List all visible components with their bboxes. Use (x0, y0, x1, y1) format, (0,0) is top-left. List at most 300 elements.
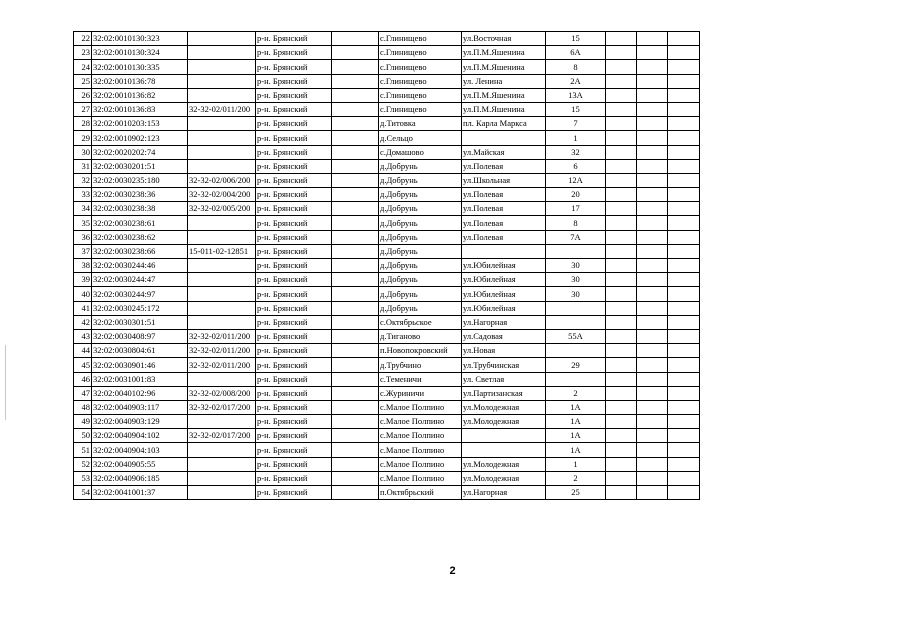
cell-registration-number: 32-32-02/008/200 (188, 386, 256, 400)
cell-registration-number: 32-32-02/005/200 (188, 202, 256, 216)
cell-extra-2 (637, 315, 668, 329)
cell-registration-number (188, 415, 256, 429)
cell-street: пл. Карла Маркса (462, 117, 546, 131)
cell-blank (332, 358, 379, 372)
cell-extra-1 (606, 216, 637, 230)
cell-district: р-н. Брянский (256, 102, 332, 116)
cell-district: р-н. Брянский (256, 315, 332, 329)
cell-registration-number: 15-011-02-12851 (188, 244, 256, 258)
table-row (74, 145, 700, 159)
cell-extra-1 (606, 429, 637, 443)
cell-cadastral-number: 32:02:0040903:117 (92, 400, 188, 414)
cell-row-index: 38 (74, 259, 92, 273)
cell-settlement: с.Глинищево (379, 102, 462, 116)
cell-blank (332, 60, 379, 74)
cell-extra-3 (668, 386, 700, 400)
cell-blank (332, 386, 379, 400)
table-row (74, 471, 700, 485)
cell-extra-1 (606, 358, 637, 372)
cell-house-number: 25 (546, 486, 606, 500)
cell-district: р-н. Брянский (256, 386, 332, 400)
cell-settlement: с.Малое Полпино (379, 457, 462, 471)
cell-district: р-н. Брянский (256, 188, 332, 202)
cell-extra-1 (606, 273, 637, 287)
cell-street: ул.Майская (462, 145, 546, 159)
cell-district: р-н. Брянский (256, 216, 332, 230)
cell-street (462, 244, 546, 258)
cell-cadastral-number: 32:02:0040904:103 (92, 443, 188, 457)
cell-settlement: с.Журиничи (379, 386, 462, 400)
cell-district: р-н. Брянский (256, 131, 332, 145)
cell-district: р-н. Брянский (256, 457, 332, 471)
cell-street: ул.Молодежная (462, 415, 546, 429)
cell-cadastral-number: 32:02:0030901:46 (92, 358, 188, 372)
table-row (74, 315, 700, 329)
cell-blank (332, 216, 379, 230)
cell-extra-2 (637, 273, 668, 287)
table-row (74, 329, 700, 343)
cell-row-index: 22 (74, 32, 92, 46)
table-row (74, 230, 700, 244)
cell-cadastral-number: 32:02:0030238:38 (92, 202, 188, 216)
cell-house-number: 6А (546, 46, 606, 60)
cell-extra-2 (637, 244, 668, 258)
cell-district: р-н. Брянский (256, 32, 332, 46)
cell-extra-2 (637, 471, 668, 485)
table-row (74, 188, 700, 202)
cell-registration-number (188, 216, 256, 230)
cell-cadastral-number: 32:02:0030238:61 (92, 216, 188, 230)
cell-row-index: 40 (74, 287, 92, 301)
cell-extra-2 (637, 457, 668, 471)
cell-cadastral-number: 32:02:0040906:185 (92, 471, 188, 485)
cell-blank (332, 145, 379, 159)
cell-settlement: д.Добрунь (379, 173, 462, 187)
cell-street: ул.Полевая (462, 159, 546, 173)
cell-cadastral-number: 32:02:0040905:55 (92, 457, 188, 471)
cell-extra-1 (606, 60, 637, 74)
cell-extra-3 (668, 273, 700, 287)
cell-house-number (546, 301, 606, 315)
cell-row-index: 31 (74, 159, 92, 173)
table-row (74, 32, 700, 46)
cell-extra-3 (668, 301, 700, 315)
cell-street: ул.Юбилейная (462, 287, 546, 301)
cell-extra-3 (668, 60, 700, 74)
cell-house-number: 15 (546, 32, 606, 46)
cell-row-index: 52 (74, 457, 92, 471)
table-row (74, 486, 700, 500)
cell-house-number: 12А (546, 173, 606, 187)
cell-extra-2 (637, 415, 668, 429)
cell-extra-3 (668, 315, 700, 329)
cell-cadastral-number: 32:02:0040903:129 (92, 415, 188, 429)
cell-house-number: 2 (546, 386, 606, 400)
cell-settlement: с.Малое Полпино (379, 415, 462, 429)
cell-house-number: 1А (546, 415, 606, 429)
cell-blank (332, 244, 379, 258)
cell-blank (332, 273, 379, 287)
cell-house-number: 7А (546, 230, 606, 244)
cell-district: р-н. Брянский (256, 159, 332, 173)
cell-extra-2 (637, 188, 668, 202)
cell-house-number (546, 344, 606, 358)
cell-extra-2 (637, 443, 668, 457)
cell-extra-1 (606, 117, 637, 131)
cell-house-number (546, 372, 606, 386)
cell-cadastral-number: 32:02:0010136:82 (92, 88, 188, 102)
cell-district: р-н. Брянский (256, 74, 332, 88)
cell-extra-1 (606, 486, 637, 500)
cell-row-index: 48 (74, 400, 92, 414)
cell-registration-number (188, 273, 256, 287)
cell-street: ул.Молодежная (462, 400, 546, 414)
cell-extra-3 (668, 131, 700, 145)
cell-cadastral-number: 32:02:0030245:172 (92, 301, 188, 315)
cell-registration-number (188, 315, 256, 329)
cell-registration-number (188, 74, 256, 88)
table-row (74, 287, 700, 301)
cell-registration-number (188, 486, 256, 500)
cell-street: ул.П.М.Яшенина (462, 46, 546, 60)
cell-extra-2 (637, 60, 668, 74)
cell-cadastral-number: 32:02:0010130:323 (92, 32, 188, 46)
cell-street: ул.Садовая (462, 329, 546, 343)
cell-extra-3 (668, 329, 700, 343)
cell-blank (332, 486, 379, 500)
page-number: 2 (449, 565, 456, 577)
cell-house-number: 8 (546, 60, 606, 74)
cell-house-number: 13А (546, 88, 606, 102)
cell-street: ул.П.М.Яшенина (462, 88, 546, 102)
cell-row-index: 37 (74, 244, 92, 258)
registry-table-body (74, 32, 700, 500)
cell-registration-number: 32-32-02/011/200 (188, 358, 256, 372)
cell-settlement: д.Сельцо (379, 131, 462, 145)
cell-row-index: 29 (74, 131, 92, 145)
cell-registration-number (188, 230, 256, 244)
cell-extra-1 (606, 457, 637, 471)
table-row (74, 429, 700, 443)
cell-extra-2 (637, 358, 668, 372)
cell-cadastral-number: 32:02:0030804:61 (92, 344, 188, 358)
cell-extra-2 (637, 32, 668, 46)
cell-blank (332, 74, 379, 88)
cell-settlement: с.Малое Полпино (379, 429, 462, 443)
table-row (74, 259, 700, 273)
cell-extra-1 (606, 32, 637, 46)
cell-extra-2 (637, 173, 668, 187)
cell-blank (332, 46, 379, 60)
cell-district: р-н. Брянский (256, 486, 332, 500)
cell-extra-1 (606, 102, 637, 116)
cell-extra-3 (668, 287, 700, 301)
table-row (74, 358, 700, 372)
cell-blank (332, 287, 379, 301)
cell-registration-number (188, 159, 256, 173)
cell-row-index: 39 (74, 273, 92, 287)
cell-district: р-н. Брянский (256, 145, 332, 159)
cell-settlement: с.Глинищево (379, 60, 462, 74)
cell-street: ул.Юбилейная (462, 301, 546, 315)
cell-cadastral-number: 32:02:0030201:51 (92, 159, 188, 173)
cell-blank (332, 131, 379, 145)
cell-settlement: д.Добрунь (379, 159, 462, 173)
cell-extra-3 (668, 117, 700, 131)
cell-row-index: 36 (74, 230, 92, 244)
cell-registration-number (188, 46, 256, 60)
cell-house-number: 17 (546, 202, 606, 216)
cell-street: ул.Молодежная (462, 457, 546, 471)
cell-district: р-н. Брянский (256, 117, 332, 131)
cell-street (462, 131, 546, 145)
cell-cadastral-number: 32:02:0030408:97 (92, 329, 188, 343)
cell-extra-3 (668, 88, 700, 102)
cell-registration-number (188, 443, 256, 457)
scan-margin-line (5, 345, 6, 420)
cell-extra-2 (637, 202, 668, 216)
cell-row-index: 45 (74, 358, 92, 372)
cell-extra-1 (606, 315, 637, 329)
cell-settlement: д.Добрунь (379, 273, 462, 287)
cell-extra-3 (668, 358, 700, 372)
cell-extra-1 (606, 415, 637, 429)
cell-house-number: 30 (546, 259, 606, 273)
cell-extra-3 (668, 372, 700, 386)
cell-blank (332, 372, 379, 386)
cell-district: р-н. Брянский (256, 344, 332, 358)
cell-house-number: 1А (546, 443, 606, 457)
cell-extra-1 (606, 344, 637, 358)
cell-extra-3 (668, 159, 700, 173)
cell-extra-3 (668, 443, 700, 457)
table-row (74, 301, 700, 315)
cell-settlement: с.Глинищево (379, 88, 462, 102)
cell-settlement: с.Глинищево (379, 32, 462, 46)
table-row (74, 443, 700, 457)
cell-row-index: 35 (74, 216, 92, 230)
cell-row-index: 51 (74, 443, 92, 457)
cell-district: р-н. Брянский (256, 88, 332, 102)
cell-house-number (546, 315, 606, 329)
cell-house-number: 1 (546, 457, 606, 471)
cell-extra-3 (668, 74, 700, 88)
cell-district: р-н. Брянский (256, 429, 332, 443)
cell-settlement: д.Добрунь (379, 301, 462, 315)
table-row (74, 273, 700, 287)
cell-blank (332, 429, 379, 443)
cell-street: ул.Школьная (462, 173, 546, 187)
cell-extra-1 (606, 173, 637, 187)
cell-row-index: 33 (74, 188, 92, 202)
cell-extra-3 (668, 429, 700, 443)
cell-row-index: 41 (74, 301, 92, 315)
cell-extra-2 (637, 46, 668, 60)
cell-settlement: д.Тиганово (379, 329, 462, 343)
cell-settlement: с.Малое Полпино (379, 471, 462, 485)
cell-settlement: д.Добрунь (379, 230, 462, 244)
cell-registration-number (188, 301, 256, 315)
cell-settlement: д.Добрунь (379, 244, 462, 258)
cell-house-number (546, 244, 606, 258)
cell-street: ул.П.М.Яшенина (462, 60, 546, 74)
cell-blank (332, 301, 379, 315)
cell-house-number: 55А (546, 329, 606, 343)
cell-extra-2 (637, 102, 668, 116)
cell-registration-number (188, 287, 256, 301)
cell-extra-1 (606, 372, 637, 386)
cell-extra-1 (606, 443, 637, 457)
cell-street: ул.Восточная (462, 32, 546, 46)
cell-cadastral-number: 32:02:0020202:74 (92, 145, 188, 159)
cell-registration-number: 32-32-02/006/200 (188, 173, 256, 187)
cell-settlement: д.Добрунь (379, 259, 462, 273)
cell-street: ул.Полевая (462, 188, 546, 202)
cell-house-number: 2 (546, 471, 606, 485)
table-row (74, 216, 700, 230)
cell-cadastral-number: 32:02:0010136:78 (92, 74, 188, 88)
cell-district: р-н. Брянский (256, 230, 332, 244)
cell-registration-number (188, 259, 256, 273)
cell-cadastral-number: 32:02:0030238:36 (92, 188, 188, 202)
cell-district: р-н. Брянский (256, 301, 332, 315)
cell-row-index: 44 (74, 344, 92, 358)
cell-house-number: 7 (546, 117, 606, 131)
cell-street: ул.Трубчинская (462, 358, 546, 372)
cell-blank (332, 102, 379, 116)
table-row (74, 372, 700, 386)
cell-registration-number (188, 60, 256, 74)
cell-extra-3 (668, 415, 700, 429)
cell-blank (332, 315, 379, 329)
table-row (74, 344, 700, 358)
cell-extra-1 (606, 259, 637, 273)
table-row (74, 159, 700, 173)
cell-extra-1 (606, 159, 637, 173)
cell-district: р-н. Брянский (256, 60, 332, 74)
cell-row-index: 28 (74, 117, 92, 131)
cell-registration-number (188, 471, 256, 485)
cell-blank (332, 202, 379, 216)
cell-row-index: 53 (74, 471, 92, 485)
cell-extra-2 (637, 74, 668, 88)
cell-district: р-н. Брянский (256, 259, 332, 273)
cell-district: р-н. Брянский (256, 202, 332, 216)
cell-cadastral-number: 32:02:0040904:102 (92, 429, 188, 443)
cell-extra-1 (606, 287, 637, 301)
cell-blank (332, 457, 379, 471)
cell-street: ул.Полевая (462, 216, 546, 230)
table-row (74, 74, 700, 88)
cell-row-index: 43 (74, 329, 92, 343)
cell-extra-3 (668, 202, 700, 216)
cell-house-number: 20 (546, 188, 606, 202)
table-row (74, 102, 700, 116)
cell-registration-number (188, 131, 256, 145)
table-row (74, 60, 700, 74)
cell-blank (332, 415, 379, 429)
cell-district: р-н. Брянский (256, 358, 332, 372)
cell-street (462, 429, 546, 443)
table-row (74, 88, 700, 102)
cell-registration-number (188, 88, 256, 102)
cell-extra-1 (606, 188, 637, 202)
cell-extra-1 (606, 145, 637, 159)
cell-house-number: 6 (546, 159, 606, 173)
cell-extra-2 (637, 216, 668, 230)
cell-extra-1 (606, 400, 637, 414)
cell-extra-1 (606, 386, 637, 400)
cell-street: ул.Молодежная (462, 471, 546, 485)
cell-extra-3 (668, 230, 700, 244)
cell-row-index: 49 (74, 415, 92, 429)
table-row (74, 386, 700, 400)
cell-blank (332, 117, 379, 131)
cell-extra-1 (606, 88, 637, 102)
cell-registration-number: 32-32-02/017/200 (188, 429, 256, 443)
cell-street: ул. Светлая (462, 372, 546, 386)
cell-cadastral-number: 32:02:0041001:37 (92, 486, 188, 500)
cell-extra-3 (668, 102, 700, 116)
cell-cadastral-number: 32:02:0010136:83 (92, 102, 188, 116)
cell-extra-2 (637, 301, 668, 315)
cell-cadastral-number: 32:02:0031001:83 (92, 372, 188, 386)
cell-street: ул.Новая (462, 344, 546, 358)
cell-extra-3 (668, 145, 700, 159)
cell-blank (332, 329, 379, 343)
cell-extra-2 (637, 145, 668, 159)
cell-district: р-н. Брянский (256, 287, 332, 301)
table-row (74, 46, 700, 60)
cell-row-index: 25 (74, 74, 92, 88)
cell-extra-2 (637, 117, 668, 131)
cell-extra-2 (637, 372, 668, 386)
cell-settlement: п.Новопокровский (379, 344, 462, 358)
cell-extra-3 (668, 259, 700, 273)
cell-district: р-н. Брянский (256, 244, 332, 258)
table-row (74, 131, 700, 145)
cell-settlement: д.Титовка (379, 117, 462, 131)
cell-registration-number: 32-32-02/011/200 (188, 329, 256, 343)
cell-row-index: 27 (74, 102, 92, 116)
cell-extra-3 (668, 216, 700, 230)
cell-extra-3 (668, 344, 700, 358)
cell-extra-1 (606, 131, 637, 145)
cell-row-index: 46 (74, 372, 92, 386)
cell-street: ул. Ленина (462, 74, 546, 88)
cell-blank (332, 259, 379, 273)
table-row (74, 117, 700, 131)
cell-extra-2 (637, 287, 668, 301)
cell-settlement: д.Добрунь (379, 188, 462, 202)
cell-row-index: 54 (74, 486, 92, 500)
cell-settlement: с.Домашово (379, 145, 462, 159)
cell-house-number: 1А (546, 429, 606, 443)
table-row (74, 244, 700, 258)
cell-row-index: 34 (74, 202, 92, 216)
cell-street (462, 443, 546, 457)
cell-extra-3 (668, 173, 700, 187)
cell-house-number: 30 (546, 273, 606, 287)
cell-street: ул.Полевая (462, 230, 546, 244)
cell-row-index: 42 (74, 315, 92, 329)
cell-blank (332, 173, 379, 187)
cell-blank (332, 188, 379, 202)
cell-row-index: 26 (74, 88, 92, 102)
cell-cadastral-number: 32:02:0010130:324 (92, 46, 188, 60)
cell-cadastral-number: 32:02:0030238:62 (92, 230, 188, 244)
cell-house-number: 1А (546, 400, 606, 414)
